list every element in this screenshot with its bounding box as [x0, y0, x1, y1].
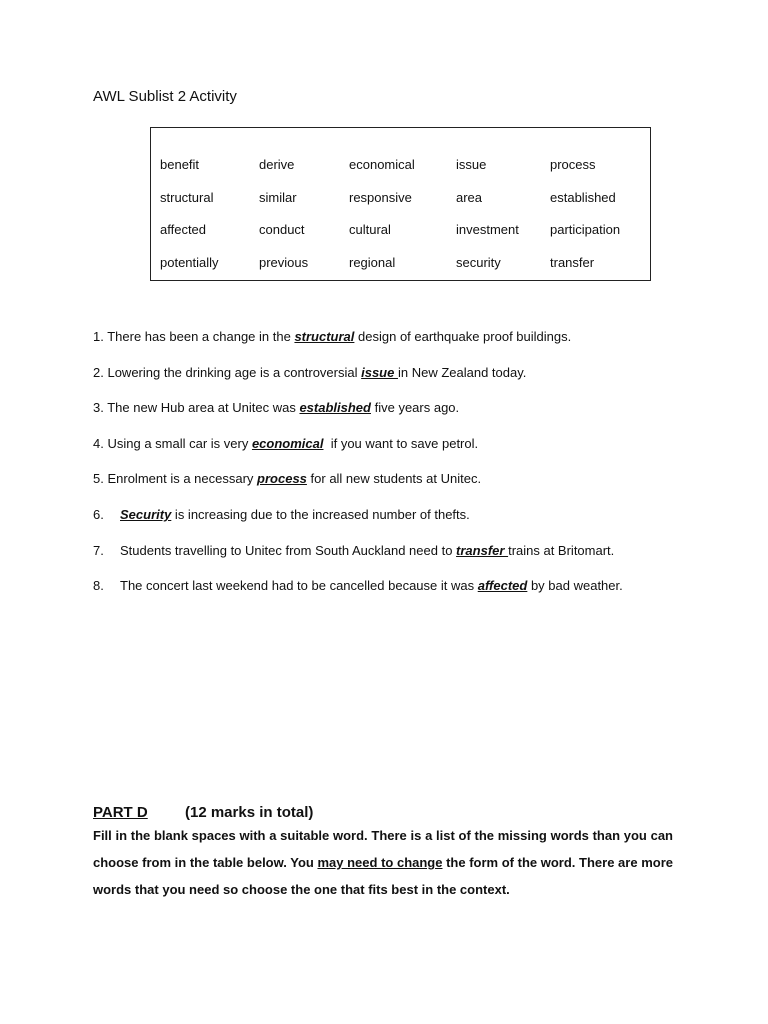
word-bank-cell: benefit [160, 157, 200, 172]
sentence-item [93, 436, 723, 472]
word-bank-cell: security [456, 254, 501, 270]
sentence-number: 4. [93, 435, 104, 451]
word-bank-cell: previous [259, 254, 309, 270]
sentence-answer: issue [361, 364, 398, 380]
sentence-text-after: for all new students at Unitec. [306, 471, 482, 487]
sentence-text-before: Using a small car is very [107, 435, 252, 451]
sentence-text-after: in New Zealand today. [397, 364, 527, 380]
sentence-item [93, 329, 723, 365]
word-bank-cell: established [550, 189, 616, 205]
word-bank-cell: responsive [349, 189, 412, 205]
word-bank-row [160, 157, 650, 190]
sentence-answer: transfer [456, 542, 509, 558]
sentence-text-before: There has been a change in the [107, 329, 295, 344]
sentence-item [93, 400, 723, 436]
word-bank-cell: issue [456, 157, 487, 172]
sentence-text-before: Enrolment is a necessary [107, 471, 258, 487]
instruction-underlined: may need to change [317, 855, 443, 870]
sentence-number: 2. [93, 364, 104, 380]
sentence-answer: structural [294, 329, 355, 344]
word-bank-cell: process [550, 157, 596, 172]
sentence-text-after: if you want to save petrol. [323, 435, 479, 451]
sentence-answer: established [299, 400, 371, 416]
sentence-number: 7. [93, 542, 104, 558]
word-bank-cell: investment [456, 222, 519, 237]
sentence-text-after: design of earthquake proof buildings. [354, 329, 572, 344]
sentence-number: 6. [93, 506, 104, 522]
word-bank-cell: similar [259, 189, 297, 205]
sentence-text-after: trains at Britomart. [508, 542, 615, 558]
instruction-text-1: Fill in the blank spaces with a suitable word. There is a list of the missing words than you can choose from in the table below. You [93, 828, 673, 870]
word-bank-cell: area [456, 189, 483, 205]
sentence-text-after: by bad weather. [527, 578, 623, 594]
sentence-list [93, 329, 723, 614]
sentence-answer: Security [120, 506, 172, 522]
word-bank-box [150, 127, 651, 281]
word-bank-cell: regional [349, 254, 396, 270]
word-bank-cell: participation [550, 222, 621, 237]
word-bank-cell: cultural [349, 222, 391, 237]
sentence-text-before: Students travelling to Unitec from South Auckland need to [120, 542, 457, 558]
sentence-text-before: Lowering the drinking age is a controversial [107, 364, 362, 380]
word-bank-cell: derive [259, 157, 295, 172]
sentence-text-before: The concert last weekend had to be cancelled because it was [120, 578, 478, 594]
sentence-number: 3. [93, 400, 104, 416]
sentence-item [93, 507, 723, 543]
sentence-text-after: is increasing due to the increased number of thefts. [171, 506, 470, 522]
word-bank-table [160, 157, 650, 287]
sentence-answer: process [257, 471, 307, 487]
sentence-number: 8. [93, 578, 104, 594]
part-d-label: PART D [93, 804, 148, 821]
sentence-item [93, 471, 723, 507]
sentence-item [93, 543, 723, 579]
sentence-item [93, 578, 723, 614]
worksheet-title: AWL Sublist 2 Activity [93, 88, 237, 105]
word-bank-cell: conduct [259, 222, 305, 237]
sentence-item [93, 365, 723, 401]
word-bank-row [160, 222, 650, 255]
instruction-text-2: the form of the word. There are more words that you need so choose the one that fits best in the context. [93, 855, 673, 897]
word-bank-cell: economical [349, 157, 415, 172]
sentence-text-before: The new Hub area at Unitec was [107, 400, 300, 416]
part-d-heading [93, 804, 313, 821]
part-d-marks: (12 marks in total) [185, 804, 314, 821]
word-bank-row [160, 255, 650, 288]
sentence-answer: economical [251, 435, 324, 451]
word-bank-cell: affected [160, 222, 207, 237]
word-bank-row [160, 190, 650, 223]
part-d-instructions [93, 822, 673, 903]
word-bank-cell: transfer [550, 254, 595, 270]
sentence-number: 1. [93, 329, 104, 344]
word-bank-cell: potentially [160, 254, 219, 270]
sentence-number: 5. [93, 471, 104, 487]
sentence-text-after: five years ago. [370, 400, 460, 416]
sentence-answer: affected [477, 578, 528, 594]
word-bank-cell: structural [160, 189, 214, 205]
